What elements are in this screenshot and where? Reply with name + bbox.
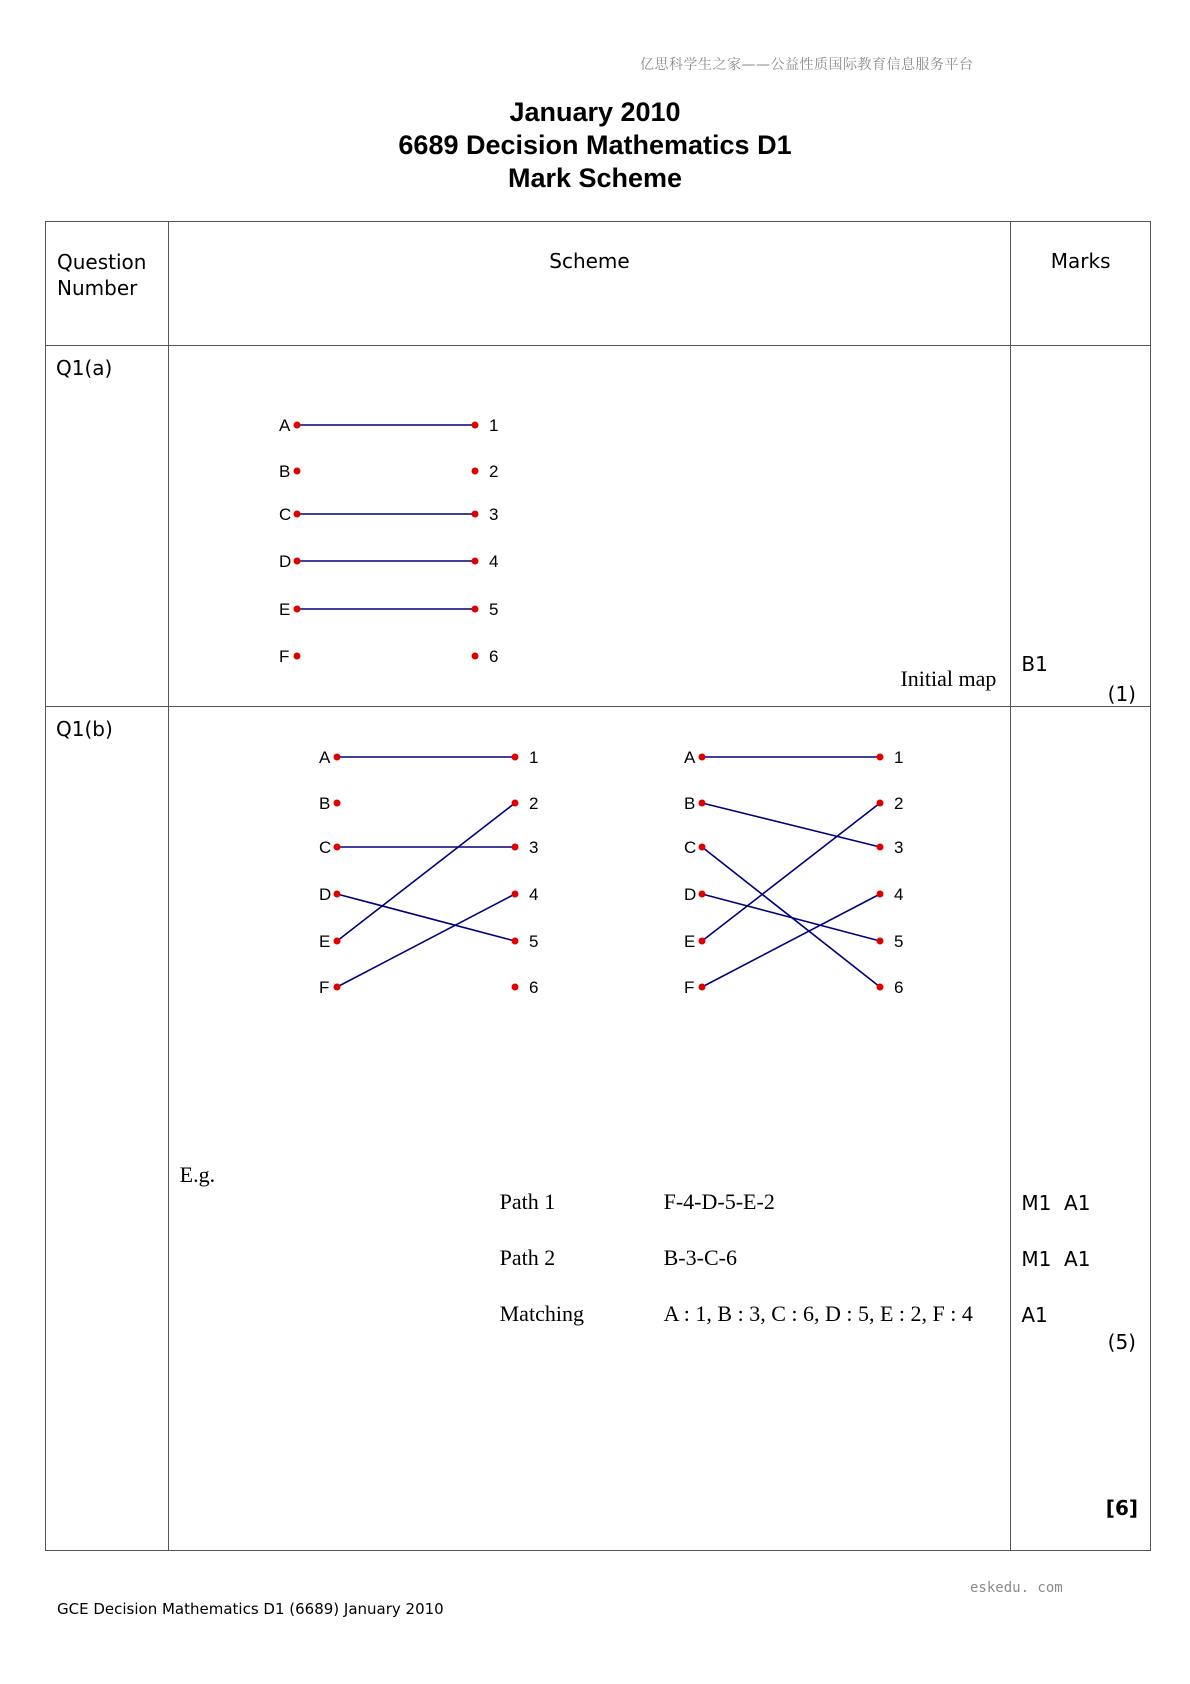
node-4: [511, 891, 518, 898]
table-row-q1a: [46, 346, 1151, 707]
node-2: [876, 800, 883, 807]
node-label-2: 2: [488, 462, 499, 481]
table-row-q1b: [46, 707, 1151, 1551]
title-line-3: Mark Scheme: [507, 163, 683, 193]
node-C: [293, 511, 300, 518]
question-total-q1: [6]: [1105, 1496, 1138, 1520]
scheme-cell-q1b: [169, 707, 1011, 1550]
path-label: Path 1: [499, 1189, 556, 1214]
eg-label: E.g.: [179, 1162, 216, 1187]
question-label-q1a: Q1(a): [56, 356, 113, 380]
node-B: [293, 468, 300, 475]
header-question-number: [46, 222, 169, 346]
node-2: [511, 800, 518, 807]
node-E: [293, 606, 300, 613]
total-q1a: (1): [1107, 682, 1136, 706]
node-label-D: D: [683, 885, 696, 904]
title-line-1: January 2010: [509, 97, 681, 127]
node-label-A: A: [683, 748, 695, 767]
node-label-6: 6: [893, 978, 904, 997]
node-label-4: 4: [528, 885, 539, 904]
edge-E-2: [702, 803, 880, 941]
edge-F-4: [702, 894, 880, 987]
node-label-2: 2: [528, 794, 539, 813]
node-label-3: 3: [488, 505, 499, 524]
node-2: [471, 468, 478, 475]
path-label: Matching: [499, 1301, 584, 1326]
table-header-row: [46, 222, 1151, 346]
node-5: [511, 938, 518, 945]
node-1: [471, 422, 478, 429]
node-label-B: B: [683, 794, 695, 813]
node-A: [333, 754, 340, 761]
node-F: [698, 984, 705, 991]
node-label-F: F: [318, 978, 330, 997]
node-label-E: E: [683, 932, 695, 951]
node-4: [471, 558, 478, 565]
node-label-5: 5: [528, 932, 539, 951]
header-question-line2: Number: [57, 276, 138, 300]
node-label-F: F: [683, 978, 695, 997]
node-E: [333, 938, 340, 945]
node-5: [876, 938, 883, 945]
bipartite-graph-path2: [654, 737, 914, 1007]
node-label-D: D: [318, 885, 331, 904]
node-label-5: 5: [893, 932, 904, 951]
node-B: [333, 800, 340, 807]
node-label-F: F: [278, 647, 290, 666]
node-label-E: E: [278, 600, 290, 619]
node-label-D: D: [278, 552, 291, 571]
edge-B-3: [702, 803, 880, 847]
node-label-C: C: [278, 505, 291, 524]
node-C: [698, 844, 705, 851]
node-label-2: 2: [893, 794, 904, 813]
node-label-3: 3: [528, 838, 539, 857]
scheme-cell-q1a: [169, 346, 1011, 706]
node-F: [333, 984, 340, 991]
node-label-1: 1: [893, 748, 904, 767]
watermark-top: 亿思科学生之家——公益性质国际教育信息服务平台: [640, 57, 974, 73]
path-value: B-3-C-6: [663, 1245, 737, 1270]
page-title: [0, 96, 1190, 195]
path-value: A : 1, B : 3, C : 6, D : 5, E : 2, F : 4: [663, 1301, 973, 1326]
node-label-B: B: [318, 794, 330, 813]
title-line-2: 6689 Decision Mathematics D1: [398, 130, 792, 160]
node-label-C: C: [318, 838, 331, 857]
node-label-3: 3: [893, 838, 904, 857]
node-3: [511, 844, 518, 851]
caption-initial-map: Initial map: [900, 666, 997, 691]
bipartite-graph-path1: [289, 737, 549, 1007]
edge-D-5: [337, 894, 515, 941]
node-F: [293, 653, 300, 660]
header-question-line1: Question: [57, 250, 147, 274]
node-label-A: A: [278, 416, 290, 435]
edge-E-2: [337, 803, 515, 941]
node-label-6: 6: [528, 978, 539, 997]
header-scheme: Scheme: [168, 222, 1011, 346]
path-value: F-4-D-5-E-2: [663, 1189, 775, 1214]
node-C: [333, 844, 340, 851]
node-D: [333, 891, 340, 898]
node-label-E: E: [318, 932, 330, 951]
total-q1b: (5): [1107, 1330, 1136, 1354]
edge-F-4: [337, 894, 515, 987]
node-label-C: C: [683, 838, 696, 857]
node-label-1: 1: [488, 416, 499, 435]
edge-D-5: [702, 894, 880, 941]
node-label-4: 4: [893, 885, 904, 904]
node-A: [293, 422, 300, 429]
mark-scheme-table: [45, 221, 1151, 1551]
watermark-bottom: eskedu. com: [970, 1580, 1063, 1596]
node-3: [471, 511, 478, 518]
mark-row: M1 A1: [1021, 1191, 1091, 1215]
node-6: [511, 984, 518, 991]
question-label-q1b: Q1(b): [56, 717, 113, 741]
node-A: [698, 754, 705, 761]
node-label-5: 5: [488, 600, 499, 619]
header-marks: Marks: [1011, 222, 1151, 346]
node-6: [471, 653, 478, 660]
node-1: [876, 754, 883, 761]
footer-document-title: GCE Decision Mathematics D1 (6689) January 2010: [57, 1600, 444, 1618]
node-6: [876, 984, 883, 991]
mark-row: M1 A1: [1021, 1247, 1091, 1271]
node-label-6: 6: [488, 647, 499, 666]
mark-q1a: B1: [1021, 652, 1048, 676]
node-1: [511, 754, 518, 761]
node-3: [876, 844, 883, 851]
node-label-1: 1: [528, 748, 539, 767]
path-label: Path 2: [499, 1245, 556, 1270]
node-D: [293, 558, 300, 565]
node-label-4: 4: [488, 552, 499, 571]
node-5: [471, 606, 478, 613]
node-label-A: A: [318, 748, 330, 767]
node-E: [698, 938, 705, 945]
node-label-B: B: [278, 462, 290, 481]
node-4: [876, 891, 883, 898]
node-B: [698, 800, 705, 807]
bipartite-graph-initial-map: [249, 406, 509, 676]
node-D: [698, 891, 705, 898]
mark-row: A1: [1021, 1303, 1048, 1327]
